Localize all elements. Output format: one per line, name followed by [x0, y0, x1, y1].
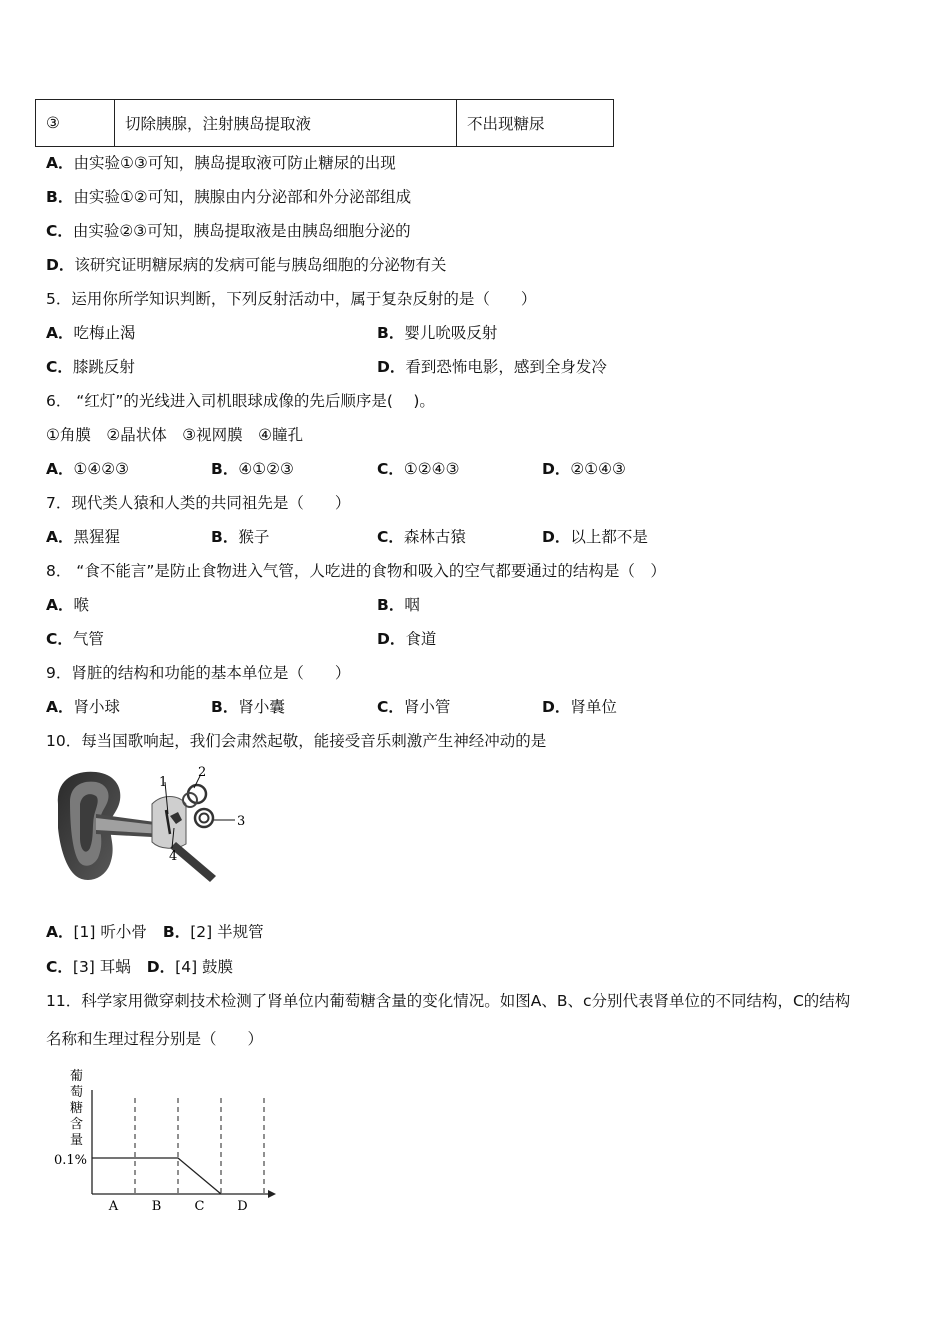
q4-option-b: [46, 185, 411, 207]
option-text: 由实验①③可知，胰岛提取液可防止糖尿的出现: [73, 154, 396, 172]
y-label-char: 量: [70, 1133, 84, 1148]
cochlea-inner: [200, 814, 209, 823]
option-letter: D．: [377, 358, 406, 376]
table-cell-procedure: 切除胰腺，注射胰岛提取液: [115, 100, 457, 147]
option-text: 食道: [405, 630, 437, 648]
option-letter: A．: [46, 460, 74, 478]
q7-stem: 7．现代类人猿和人类的共同祖先是（ ）: [46, 494, 351, 512]
option-text: 看到恐怖电影，感到全身发冷: [405, 358, 607, 376]
ear-diagram: [52, 764, 267, 890]
table-row: [36, 100, 614, 147]
option-text: 由实验①②可知，胰腺由内分泌部和外分泌部组成: [73, 188, 412, 206]
q5-option-a: [46, 321, 136, 343]
option-text: 肾小囊: [238, 698, 285, 716]
option-letter: C．: [377, 528, 404, 546]
x-tick-d: D: [237, 1199, 248, 1214]
ear-label-4: 4: [169, 849, 178, 864]
q5-option-b: [377, 321, 497, 343]
q6-items: ①角膜 ②晶状体 ③视网膜 ④瞳孔: [46, 426, 304, 444]
q8-option-d: [377, 627, 436, 649]
option-text: 膝跳反射: [72, 358, 135, 376]
q9-option-c: [377, 695, 450, 717]
option-letter: D．: [542, 460, 571, 478]
experiment-table: [35, 99, 614, 147]
option-letter: C．: [377, 698, 404, 716]
q6-option-a: [46, 457, 129, 479]
option-text: [2] 半规管: [190, 923, 264, 941]
option-text: 黑猩猩: [73, 528, 121, 546]
option-letter: C．: [46, 630, 73, 648]
y-axis-label: [70, 1069, 83, 1148]
q7-option-a: [46, 525, 120, 547]
q6-option-c: [377, 457, 459, 479]
q5-stem: 5．运用你所学知识判断，下列反射活动中，属于复杂反射的是（ ）: [46, 290, 537, 308]
q10-stem: 10．每当国歌响起，我们会肃然起敬，能接受音乐刺激产生神经冲动的是: [46, 732, 547, 750]
option-text: 森林古猿: [403, 528, 466, 546]
option-letter: D．: [46, 256, 75, 274]
q7-option-d: [542, 525, 648, 547]
option-text: 气管: [72, 630, 104, 648]
ear-label-2: 2: [198, 765, 207, 780]
option-letter: A．: [46, 154, 74, 172]
option-letter: A．: [46, 923, 74, 941]
option-letter: C．: [46, 358, 73, 376]
q6-stem: 6． “红灯”的光线进入司机眼球成像的先后顺序是( )。: [46, 392, 435, 410]
option-letter: C．: [46, 222, 73, 240]
x-tick-c: C: [194, 1199, 205, 1214]
option-text: 喉: [73, 596, 90, 614]
option-text: 由实验②③可知，胰岛提取液是由胰岛细胞分泌的: [72, 222, 411, 240]
q5-option-c: [46, 355, 135, 377]
y-label-char: 含: [70, 1117, 84, 1132]
q11-stem-line1: 11．科学家用微穿刺技术检测了肾单位内葡萄糖含量的变化情况。如图A、B、c分别代表肾单位的不同结构，C的结构: [46, 992, 851, 1010]
q8-option-b: [377, 593, 420, 615]
table-cell-num: ③: [36, 100, 115, 147]
q4-option-c: [46, 219, 411, 241]
option-letter: B．: [211, 698, 239, 716]
q9-option-b: [211, 695, 285, 717]
option-text: ①②④③: [403, 460, 460, 478]
glucose-chart: [40, 1060, 290, 1220]
option-letter: A．: [46, 596, 74, 614]
y-label-char: 糖: [70, 1101, 84, 1116]
option-letter: C．: [377, 460, 404, 478]
option-letter: D．: [377, 630, 406, 648]
q4-option-d: [46, 253, 446, 275]
q9-stem: 9．肾脏的结构和功能的基本单位是（ ）: [46, 664, 351, 682]
q4-option-a: [46, 151, 396, 173]
option-text: 咽: [404, 596, 420, 614]
option-text: 肾小球: [73, 698, 121, 716]
option-text: 猴子: [238, 528, 270, 546]
option-letter: D．: [542, 528, 571, 546]
option-letter: A．: [46, 324, 74, 342]
option-letter: B．: [377, 324, 405, 342]
q5-option-d: [377, 355, 607, 377]
cochlea-outer: [195, 809, 213, 827]
x-tick-a: A: [108, 1199, 119, 1214]
option-text: ④①②③: [238, 460, 294, 478]
y-tick-label: 0.1%: [54, 1153, 88, 1168]
option-letter: A．: [46, 528, 74, 546]
ear-label-3: 3: [237, 814, 246, 829]
q8-option-c: [46, 627, 104, 649]
q8-option-a: [46, 593, 89, 615]
option-text: 肾小管: [403, 698, 451, 716]
q8-stem: 8． “食不能言”是防止食物进入气管，人吃进的食物和吸入的空气都要通过的结构是（ ）: [46, 562, 666, 580]
x-tick-b: B: [151, 1199, 162, 1214]
q9-option-d: [542, 695, 617, 717]
option-letter: B．: [46, 188, 74, 206]
ear-label-1: 1: [159, 775, 168, 790]
option-text: 以上都不是: [570, 528, 648, 546]
x-axis-arrow: [268, 1190, 276, 1198]
option-letter: C．: [46, 958, 73, 976]
option-letter: A．: [46, 698, 74, 716]
option-letter: B．: [162, 923, 191, 941]
q6-option-b: [211, 457, 294, 479]
q6-option-d: [542, 457, 626, 479]
option-text: ②①④③: [570, 460, 626, 478]
option-text: 婴儿吮吸反射: [404, 324, 498, 342]
option-text: [1] 听小骨: [73, 923, 147, 941]
y-label-char: 葡: [70, 1069, 84, 1084]
option-text: ①④②③: [73, 460, 130, 478]
option-text: 该研究证明糖尿病的发病可能与胰岛细胞的分泌物有关: [74, 256, 447, 274]
q7-option-b: [211, 525, 269, 547]
option-text: 吃梅止渴: [73, 324, 136, 342]
series-line-glucose: [92, 1158, 221, 1194]
option-text: 肾单位: [570, 698, 617, 716]
y-label-char: 萄: [70, 1085, 84, 1100]
option-letter: D．: [542, 698, 571, 716]
option-letter: B．: [211, 460, 239, 478]
option-text: [3] 耳蜗: [72, 958, 131, 976]
q10-options-row2: [46, 955, 233, 977]
q10-options-row1: [46, 920, 264, 942]
option-text: [4] 鼓膜: [175, 958, 234, 976]
q11-stem-line2: 名称和生理过程分别是（ ）: [46, 1030, 264, 1048]
x-tick-labels: [108, 1199, 248, 1214]
option-letter: B．: [211, 528, 239, 546]
option-letter: B．: [377, 596, 405, 614]
q7-option-c: [377, 525, 466, 547]
option-letter: D．: [146, 958, 176, 976]
table-cell-result: 不出现糖尿: [457, 100, 614, 147]
region-dividers: [135, 1098, 264, 1194]
q9-option-a: [46, 695, 120, 717]
